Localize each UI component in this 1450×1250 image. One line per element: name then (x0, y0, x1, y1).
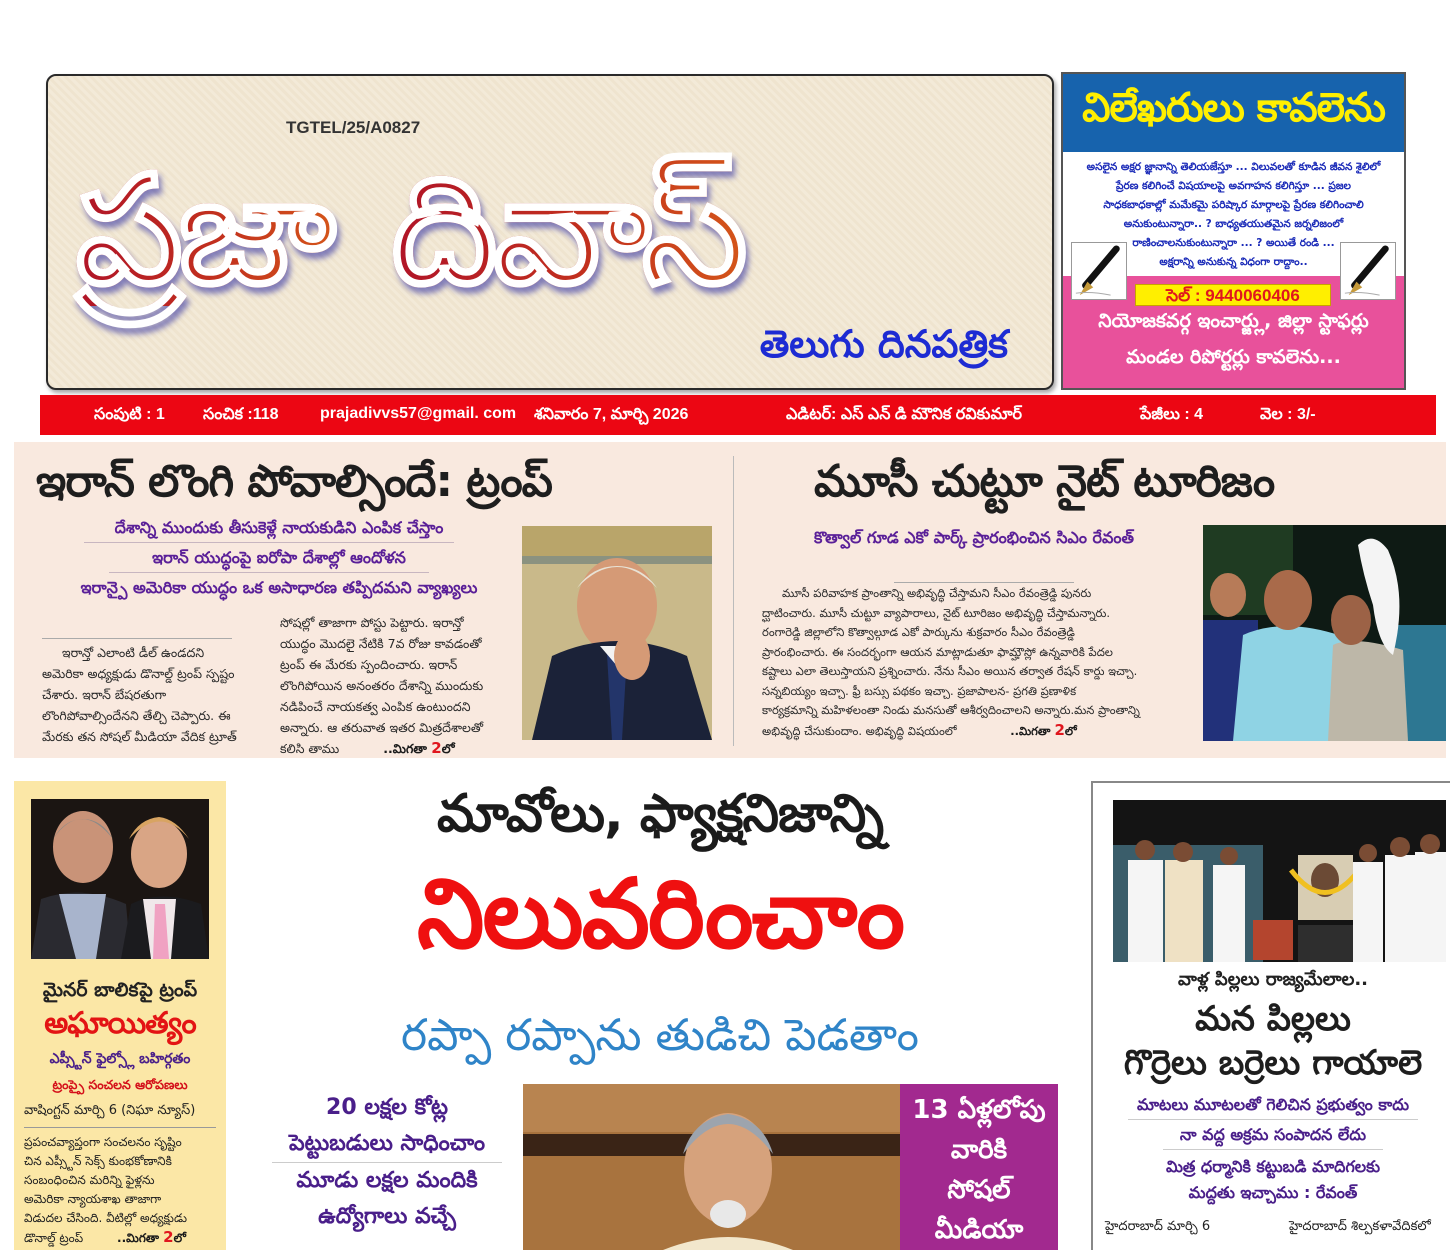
body-line: ప్రారంభించారు. ఈ సందర్భంగా ఆయన మాట్లాడుతూ ఫామ్హౌస్లో ఉన్నవారికి పేదల (762, 644, 1113, 659)
price: వెల : 3/- (1260, 406, 1316, 423)
editor-name: ఎడిటర్: ఎస్ ఎన్ డి మౌనిక రవికుమార్ (786, 406, 1023, 423)
epstein-dateline: వాషింగ్టన్ మార్చి 6 (నిఘా న్యూస్) (24, 1103, 196, 1118)
body-line: సన్నబియ్యం ఇచ్చా. ఫ్రీ బస్సు పథకం ఇచ్చా. ప్రజాపాలన- ప్రగతి ప్రణాళిక (762, 683, 1077, 698)
lead-highlights (262, 1090, 512, 1235)
contact-email[interactable]: prajadivvs57@gmail. com (320, 405, 517, 422)
ad-phone-number: సెల్ : 9440060406 (1135, 284, 1331, 306)
continued-prefix: ..మిగతా (1010, 723, 1055, 738)
highlight-line: మూడు లక్షల మందికి (296, 1168, 478, 1193)
volume-number: సంపుటి : 1 (94, 406, 165, 423)
continued-page: 2 (163, 1228, 174, 1246)
masthead (46, 74, 1054, 390)
body-line: చేశారు. ఇరాన్ బేషరతుగా (42, 687, 167, 702)
divider (1163, 1149, 1383, 1150)
continued-page: 2 (1054, 720, 1065, 739)
body-line: అమెరికా అధ్యక్షుడు డొనాల్డ్ ట్రంప్ స్పష్టం (42, 666, 235, 681)
revanth-subhead-2: నా వద్ద అక్రమ సంపాదన లేదు (1179, 1125, 1367, 1144)
divider (84, 542, 454, 543)
body-line: రంగారెడ్డి జిల్లాలోని కొత్వాల్గూడ ఎకో పార్కును శుక్రవారం సీఎం రేవంత్రెడ్డి (762, 625, 1075, 639)
ad-body-line: సాధకబాధకాల్లో మమేకమై పరిష్కార మార్గాలపై ప్రేరణ కలిగించాలి (1103, 199, 1364, 211)
headline-musi[interactable]: మూసీ చుట్టూ నైట్ టూరిజం (814, 456, 1275, 507)
body-line: ప్రపంచవ్యాప్తంగా సంచలనం సృష్టిం (24, 1135, 182, 1149)
ambedkar-event-photo[interactable] (1113, 800, 1446, 962)
highlight-line: పెట్టుబడులు సాధించాం (272, 1126, 502, 1163)
divider (894, 582, 1074, 583)
body-text: డొనాల్డ్ ట్రంప్ (24, 1231, 84, 1245)
body-line: చిన ఎప్స్టీన్ సెక్స్ కుంభకోణానికి (24, 1154, 172, 1168)
body-line (280, 738, 520, 759)
box-line: 13 ఏళ్లలోపు (912, 1095, 1046, 1125)
column-divider (733, 456, 734, 746)
continued-suffix: లో (441, 741, 455, 756)
ad-body-line: ప్రేరణ కలిగించే విషయాలపై అవగాహన కలిగిస్తూ ... ప్రజల (1116, 180, 1351, 192)
divider (1128, 1119, 1418, 1120)
body-line: విడుదల చేసింది. వీటిల్లో అధ్యక్షుడు (24, 1211, 187, 1225)
logo-word-divas: దివాస్ (391, 144, 744, 318)
lead-headline[interactable]: నిలువరించాం (416, 858, 904, 970)
continued-prefix: ..మిగతా (117, 1231, 164, 1245)
epstein-title-line2[interactable]: అఘాయిత్యం (44, 1006, 196, 1041)
body-line: ద్ఘాటించారు. మూసీ చుట్టూ వ్యాపారాలు, నైట్ టూరిజం అభివృద్ధి చేస్తామన్నారు. (762, 605, 1111, 620)
fountain-pen-icon (1071, 242, 1127, 300)
continued-suffix: లో (1064, 723, 1077, 738)
revanth-subhead-3: మిత్ర ధర్మానికి కట్టుబడి మాదిగలకు (1165, 1157, 1381, 1176)
lead-deck: రప్పా రప్పాను తుడిచి పెడతాం (401, 1010, 919, 1061)
ad-body-line: అనుకుంటున్నారా.. ? బాధ్యతయుతమైన జర్నలిజంలో (1123, 218, 1344, 230)
body-line: లొంగిపోవాల్సిందేనని తేల్చి చెప్పారు. ఈ (42, 708, 231, 723)
ad-body-line: అసలైన అక్షర జ్ఞానాన్ని తెలియజేస్తూ ... విలువలతో కూడిన జీవన శైలిలో (1086, 161, 1381, 173)
highlight-line: 20 లక్షల కోట్ల (326, 1095, 448, 1120)
body-line: లొంగిపోయిన అనంతరం దేశాన్ని ముందుకు (280, 678, 484, 693)
subhead-iran-2: ఇరాన్ యుద్ధంపై ఐరోపా దేశాల్లో ఆందోళన (152, 548, 406, 567)
body-line (762, 721, 1188, 742)
ad-pink-line-1: నియోజకవర్గ ఇంచార్జ్లు, జిల్లా స్టాఫర్లు (1098, 310, 1369, 332)
page-count: పేజీలు : 4 (1140, 406, 1204, 423)
body-line: సోషల్లో తాజాగా పోస్టు పెట్టారు. ఇరాన్తో (280, 615, 464, 630)
revanth-headline[interactable] (1093, 997, 1450, 1085)
headline-line: మన పిల్లలు (1195, 999, 1351, 1039)
body-line (24, 1228, 220, 1248)
body-line: ఇరాన్తో ఎలాంటి డీల్ ఉండదని (62, 645, 205, 660)
body-line: సంబంధించిన మరిన్ని ఫైళ్లను (24, 1173, 155, 1187)
body-line: అమెరికా న్యాయశాఖ తాజాగా (24, 1192, 162, 1206)
trump-photo[interactable] (522, 526, 712, 740)
revanth-body-start: హైదరాబాద్ శిల్పకళావేదికలో (1289, 1219, 1431, 1234)
box-line: మీడియా (934, 1215, 1024, 1245)
body-text: కలిసి తాము (280, 741, 340, 756)
revanth-subhead-4: మద్దతు ఇచ్చాము : రేవంత్ (1188, 1183, 1358, 1202)
social-media-box (900, 1084, 1058, 1250)
issue-number: సంచిక :118 (203, 406, 279, 423)
subhead-iran-1: దేశాన్ని ముందుకు తీసుకెళ్లే నాయకుడిని ఎంపిక చేస్తాం (114, 518, 444, 537)
divider (42, 638, 232, 639)
headline-line: గొర్రెలు బర్రెలు గాయాలె (1123, 1043, 1423, 1083)
cm-revanth-photo[interactable] (1203, 525, 1446, 741)
box-line: వారికి (950, 1135, 1008, 1165)
highlight-line: ఉద్యోగాలు వచ్చే (318, 1204, 456, 1229)
lead-kicker: మావోలు, ఫ్యాక్షనిజాన్ని (437, 784, 883, 844)
headline-iran[interactable]: ఇరాన్ లొంగి పోవాల్సిందే: ట్రంప్ (36, 456, 552, 507)
epstein-title-line1[interactable]: మైనర్ బాలికపై ట్రంప్ (42, 979, 198, 1001)
story-musi-body (762, 584, 1188, 741)
ad-heading: విలేఖరులు కావలెను (1063, 74, 1404, 152)
box-line: సోషల్ (947, 1175, 1011, 1205)
body-text: అభివృద్ధి చేసుకుందాం. అభివృద్ధి విషయంలో (762, 723, 957, 738)
revanth-subhead-1: మాటలు మూటలతో గెలిచిన ప్రభుత్వం కాదు (1136, 1095, 1410, 1114)
body-line: అన్నారు. ఆ తరువాత ఇతర మిత్రదేశాలతో (280, 720, 484, 735)
story-iran-column-2 (280, 612, 520, 759)
epstein-body (24, 1133, 220, 1248)
body-line: మూసీ పరివాహక ప్రాంతాన్ని అభివృద్ధి చేస్తామని సీఎం రేవంత్రెడ్డి పునరు (782, 586, 1092, 600)
divider (109, 572, 429, 573)
revanth-dateline: హైదరాబాద్ మార్చి 6 (1105, 1219, 1211, 1234)
ad-body-line: అక్షరాన్ని అనుకున్న విధంగా రాద్దాం.. (1159, 256, 1308, 268)
epstein-subhead-1: ఎప్స్టీన్ ఫైల్స్లో బహిర్గతం (49, 1051, 191, 1067)
tagline: తెలుగు దినపత్రిక (759, 322, 1008, 366)
divider (24, 1127, 216, 1128)
continued-suffix: లో (173, 1231, 186, 1245)
subhead-musi: కొత్వాల్ గూడ ఎకో పార్క్ ప్రారంభించిన సిఎం రేవంత్ (814, 528, 1134, 547)
continued-prefix: ..మిగతా (383, 741, 432, 756)
ad-body-line: రాణించాలనుకుంటున్నారా ... ? అయితే రండి ... (1132, 237, 1335, 249)
body-line: నడిపించే నాయకత్వ ఎంపిక ఉంటుందని (280, 699, 471, 714)
top-stories-band (14, 442, 1446, 758)
body-line: కష్టాలు ఎలా తెలుస్తాయని ప్రశ్నించారు. నేను సీఎం అయిన తర్వాత రేషన్ కార్డు ఇచ్చా. (762, 664, 1138, 678)
continued-link[interactable] (383, 741, 454, 756)
chandrababu-photo[interactable] (523, 1084, 901, 1250)
revanth-kicker: వాళ్ల పిల్లలు రాజ్యమేలాల.. (1177, 969, 1369, 990)
body-line: యుద్ధం మొదలై నేటికి 7వ రోజు కావడంతో (280, 636, 482, 651)
issue-date: శనివారం 7, మార్చి 2026 (534, 406, 689, 423)
reporters-wanted-ad (1061, 72, 1406, 390)
revanth-story-box (1091, 781, 1450, 1250)
continued-link[interactable] (1010, 720, 1077, 739)
epstein-story-box (14, 781, 226, 1250)
body-line: ట్రంప్ ఈ మేరకు స్పందించారు. ఇరాన్ (280, 657, 458, 672)
body-line: మేరకు తన సోషల్ మీడియా వేదిక ట్రూత్ (42, 729, 237, 744)
ad-pink-line-2: మండల రిపోర్టర్లు కావలెను... (1126, 346, 1341, 368)
registration-number: TGTEL/25/A0827 (286, 118, 421, 137)
continued-page: 2 (431, 739, 442, 757)
logo-word-praja: ప్రజా (76, 144, 332, 318)
continued-link[interactable] (117, 1228, 186, 1246)
subhead-iran-3: ఇరాన్పై అమెరికా యుద్ధం ఒక అసాధారణ తప్పిదమని వ్యాఖ్యలు (80, 578, 478, 597)
issue-info-bar (40, 395, 1436, 435)
body-line: కార్యక్రమాన్ని మహిళలంతా నిండు మనసుతో ఆశీర్వదించాలని అన్నారు.మన ప్రాంతాన్ని (762, 703, 1140, 717)
story-iran-column-1 (42, 642, 267, 747)
fountain-pen-icon (1340, 242, 1396, 300)
epstein-trump-photo[interactable] (31, 799, 209, 959)
epstein-subhead-2: ట్రంప్పై సంచలన ఆరోపణలు (52, 1077, 188, 1092)
newspaper-logo (76, 116, 1036, 346)
